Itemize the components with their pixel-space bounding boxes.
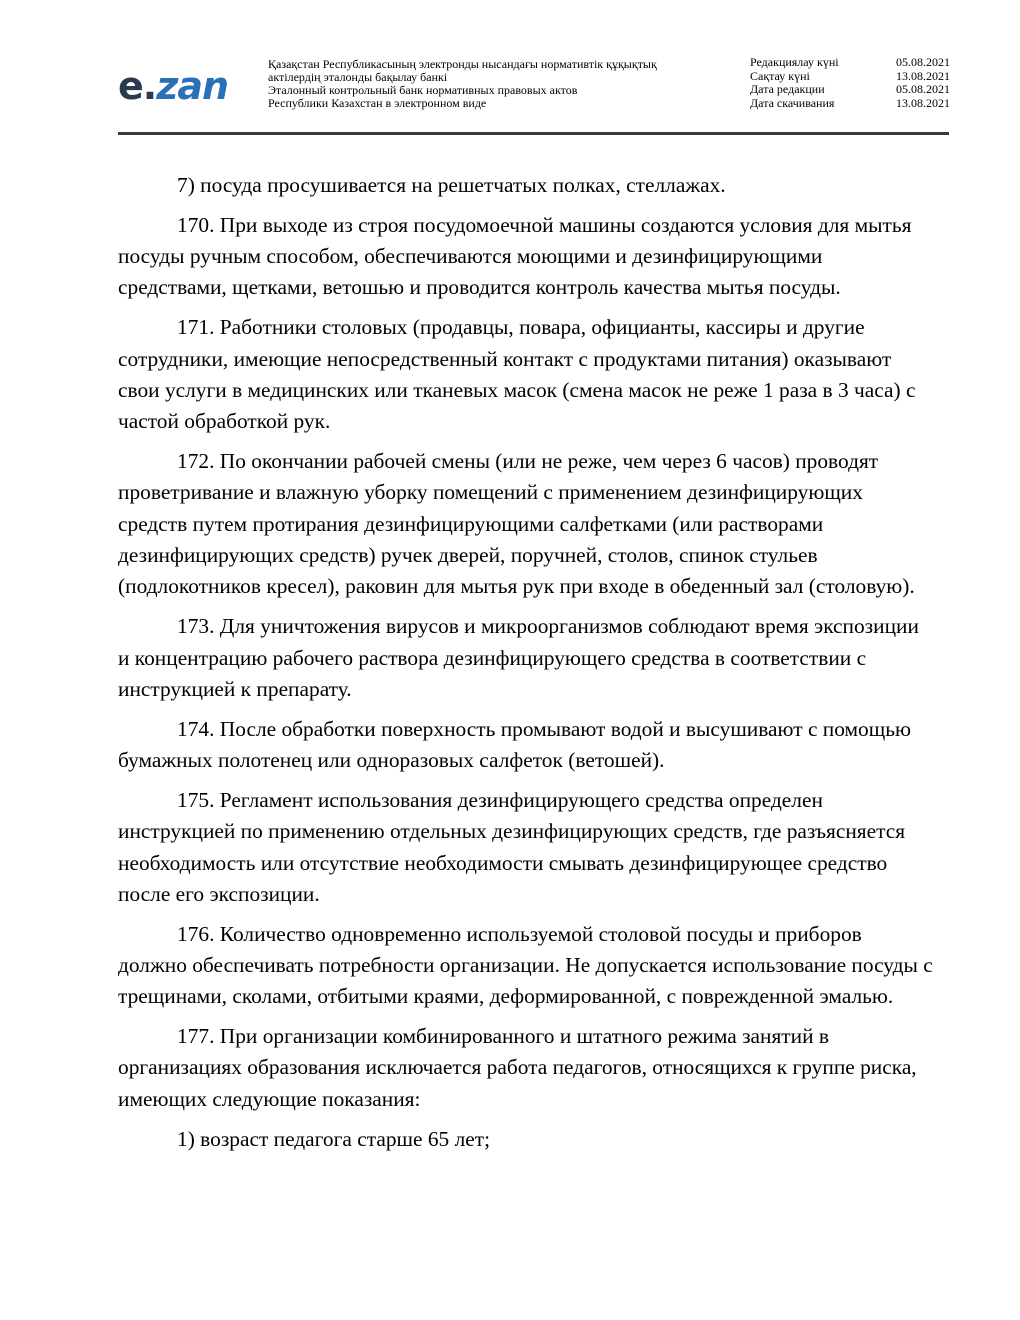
meta-row xyxy=(750,97,950,111)
paragraph: 171. Работники столовых (продавцы, повара, официанты, кассиры и другие сотрудники, имеющие непосредственный контакт с продуктами питания) оказывают свои услуги в медицинских или тканевых масок (смена масок не реже 1 раза в 3 часа) с частой обработкой рук. xyxy=(118,315,916,434)
meta-value: 05.08.2021 xyxy=(896,55,950,69)
header-desc-line: Қазақстан Республикасының электронды нысандағы нормативтік құқықтық xyxy=(268,57,657,71)
meta-value: 13.08.2021 xyxy=(896,95,950,110)
header-description xyxy=(268,58,718,110)
meta-label: Дата редакции xyxy=(750,82,825,96)
paragraph: 175. Регламент использования дезинфицирующего средства определен инструкцией по применению отдельных дезинфицирующих средств, где разъясняется необходимость или отсутствие необходимости смывать дезинфицирующее средство после его экспозиции. xyxy=(118,787,906,906)
meta-label: Редакциялау күні xyxy=(750,55,839,69)
meta-value: 05.08.2021 xyxy=(896,82,950,96)
document-header xyxy=(118,56,948,136)
meta-label: Дата скачивания xyxy=(750,95,835,110)
header-desc-line: актілердің эталонды бақылау банкі xyxy=(268,70,448,84)
meta-row xyxy=(750,56,950,70)
meta-value: 13.08.2021 xyxy=(896,68,950,83)
header-dates xyxy=(750,56,950,110)
header-desc-line: Эталонный контрольный банк нормативных правовых актов xyxy=(268,83,578,97)
meta-row xyxy=(750,70,950,84)
paragraph: 172. По окончании рабочей смены (или не реже, чем через 6 часов) проводят проветривание и влажную уборку помещений с применением дезинфицирующих средств путем протирания дезинфицирующими салфетками (или растворами дезинфицирующих средств) ручек дверей, поручней, столов, спинок стульев (подлокотников кресел), раковин для мытья рук при входе в обеденный зал (столовую). xyxy=(118,449,915,599)
paragraph: 177. При организации комбинированного и штатного режима занятий в организациях образования исключается работа педагогов, относящихся к группе риска, имеющих следующие показания: xyxy=(118,1024,917,1111)
header-divider xyxy=(118,132,949,135)
meta-row xyxy=(750,83,950,97)
paragraph: 173. Для уничтожения вирусов и микроорганизмов соблюдают время экспозиции и концентрацию рабочего раствора дезинфицирующего средства в соответствии с инструкцией к препарату. xyxy=(118,614,919,701)
header-desc-line: Республики Казахстан в электронном виде xyxy=(268,96,487,110)
paragraph: 170. При выходе из строя посудомоечной машины создаются условия для мытья посуды ручным способом, обеспечиваются моющими и дезинфицирующими средствами, щетками, ветошью и проводится контроль качества мытья посуды. xyxy=(118,212,912,300)
ezan-logo: e.zan xyxy=(118,64,229,108)
paragraph: 7) посуда просушивается на решетчатых полках, стеллажах. xyxy=(177,173,726,197)
paragraph: 1) возраст педагога старше 65 лет; xyxy=(177,1126,491,1151)
paragraph: 176. Количество одновременно используемой столовой посуды и приборов должно обеспечивать потребности организации. Не допускается использование посуды с трещинами, сколами, отбитыми краями, деформированной, с поврежденной эмалью. xyxy=(118,921,933,1009)
document-body xyxy=(118,170,933,1164)
meta-label: Сақтау күні xyxy=(750,68,810,83)
paragraph: 174. После обработки поверхность промывают водой и высушивают с помощью бумажных полотенец или одноразовых салфеток (ветошей). xyxy=(118,716,911,773)
